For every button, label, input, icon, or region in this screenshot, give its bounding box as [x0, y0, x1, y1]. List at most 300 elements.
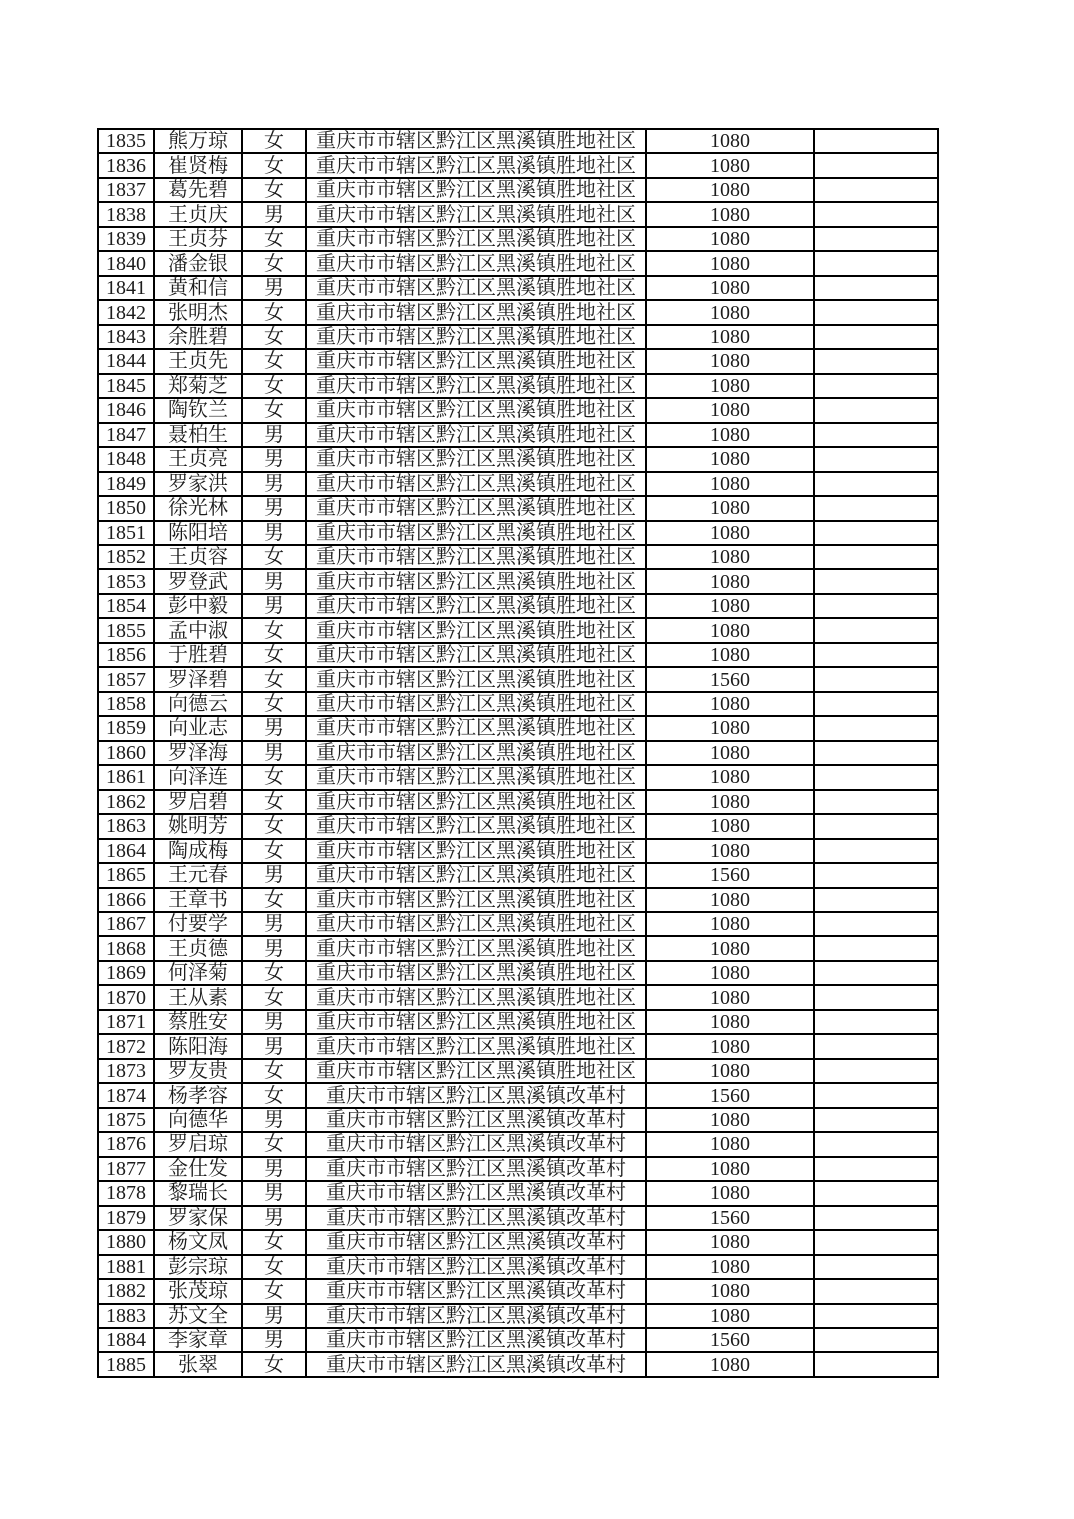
amount-cell: 1080 [646, 521, 814, 545]
name-cell: 黄和信 [154, 276, 242, 300]
address-cell: 重庆市市辖区黔江区黑溪镇改革村 [306, 1255, 646, 1279]
gender-cell: 男 [242, 521, 306, 545]
table-row [98, 1255, 938, 1279]
amount-cell: 1080 [646, 227, 814, 251]
name-cell: 罗家保 [154, 1206, 242, 1230]
address-cell: 重庆市市辖区黔江区黑溪镇改革村 [306, 1304, 646, 1328]
name-cell: 潘金银 [154, 251, 242, 275]
address-cell: 重庆市市辖区黔江区黑溪镇胜地社区 [306, 1010, 646, 1034]
name-cell: 蔡胜安 [154, 1010, 242, 1034]
gender-cell: 女 [242, 325, 306, 349]
address-cell: 重庆市市辖区黔江区黑溪镇胜地社区 [306, 423, 646, 447]
name-cell: 向德云 [154, 692, 242, 716]
amount-cell: 1080 [646, 888, 814, 912]
amount-cell: 1080 [646, 398, 814, 422]
amount-cell: 1080 [646, 1279, 814, 1303]
amount-cell: 1080 [646, 129, 814, 153]
amount-cell: 1080 [646, 325, 814, 349]
blank-cell [814, 692, 938, 716]
table-row [98, 1279, 938, 1303]
gender-cell: 女 [242, 374, 306, 398]
amount-cell: 1080 [646, 716, 814, 740]
blank-cell [814, 153, 938, 177]
blank-cell [814, 496, 938, 520]
gender-cell: 女 [242, 349, 306, 373]
amount-cell: 1080 [646, 594, 814, 618]
id-cell: 1883 [98, 1304, 154, 1328]
amount-cell: 1080 [646, 1255, 814, 1279]
table-row [98, 863, 938, 887]
id-cell: 1841 [98, 276, 154, 300]
id-cell: 1882 [98, 1279, 154, 1303]
address-cell: 重庆市市辖区黔江区黑溪镇胜地社区 [306, 202, 646, 226]
address-cell: 重庆市市辖区黔江区黑溪镇改革村 [306, 1108, 646, 1132]
table-row [98, 227, 938, 251]
name-cell: 付要学 [154, 912, 242, 936]
amount-cell: 1080 [646, 741, 814, 765]
id-cell: 1869 [98, 961, 154, 985]
gender-cell: 女 [242, 839, 306, 863]
gender-cell: 女 [242, 251, 306, 275]
table-row [98, 472, 938, 496]
amount-cell: 1560 [646, 1206, 814, 1230]
blank-cell [814, 1108, 938, 1132]
name-cell: 陶钦兰 [154, 398, 242, 422]
gender-cell: 女 [242, 643, 306, 667]
blank-cell [814, 912, 938, 936]
blank-cell [814, 667, 938, 691]
amount-cell: 1080 [646, 1034, 814, 1058]
blank-cell [814, 569, 938, 593]
amount-cell: 1080 [646, 839, 814, 863]
gender-cell: 男 [242, 936, 306, 960]
gender-cell: 男 [242, 496, 306, 520]
address-cell: 重庆市市辖区黔江区黑溪镇胜地社区 [306, 472, 646, 496]
address-cell: 重庆市市辖区黔江区黑溪镇胜地社区 [306, 667, 646, 691]
blank-cell [814, 961, 938, 985]
blank-cell [814, 1255, 938, 1279]
name-cell: 于胜碧 [154, 643, 242, 667]
amount-cell: 1080 [646, 1230, 814, 1254]
amount-cell: 1080 [646, 276, 814, 300]
id-cell: 1845 [98, 374, 154, 398]
gender-cell: 女 [242, 790, 306, 814]
amount-cell: 1080 [646, 374, 814, 398]
table-row [98, 667, 938, 691]
name-cell: 黎瑞长 [154, 1181, 242, 1205]
table-row [98, 839, 938, 863]
name-cell: 向泽连 [154, 765, 242, 789]
gender-cell: 女 [242, 153, 306, 177]
table-row [98, 643, 938, 667]
id-cell: 1879 [98, 1206, 154, 1230]
id-cell: 1854 [98, 594, 154, 618]
table-row [98, 1352, 938, 1377]
name-cell: 向业志 [154, 716, 242, 740]
address-cell: 重庆市市辖区黔江区黑溪镇胜地社区 [306, 1034, 646, 1058]
name-cell: 陈阳海 [154, 1034, 242, 1058]
name-cell: 姚明芳 [154, 814, 242, 838]
id-cell: 1881 [98, 1255, 154, 1279]
name-cell: 葛先碧 [154, 178, 242, 202]
id-cell: 1870 [98, 985, 154, 1009]
gender-cell: 男 [242, 472, 306, 496]
amount-cell: 1080 [646, 1010, 814, 1034]
table-row [98, 325, 938, 349]
id-cell: 1856 [98, 643, 154, 667]
gender-cell: 男 [242, 447, 306, 471]
table-row [98, 447, 938, 471]
table-row [98, 692, 938, 716]
address-cell: 重庆市市辖区黔江区黑溪镇胜地社区 [306, 716, 646, 740]
id-cell: 1858 [98, 692, 154, 716]
gender-cell: 女 [242, 1255, 306, 1279]
gender-cell: 男 [242, 863, 306, 887]
blank-cell [814, 251, 938, 275]
blank-cell [814, 276, 938, 300]
table-row [98, 202, 938, 226]
id-cell: 1875 [98, 1108, 154, 1132]
blank-cell [814, 790, 938, 814]
id-cell: 1861 [98, 765, 154, 789]
id-cell: 1878 [98, 1181, 154, 1205]
id-cell: 1846 [98, 398, 154, 422]
blank-cell [814, 741, 938, 765]
amount-cell: 1080 [646, 1352, 814, 1377]
blank-cell [814, 594, 938, 618]
blank-cell [814, 1304, 938, 1328]
blank-cell [814, 1157, 938, 1181]
address-cell: 重庆市市辖区黔江区黑溪镇胜地社区 [306, 863, 646, 887]
address-cell: 重庆市市辖区黔江区黑溪镇胜地社区 [306, 398, 646, 422]
gender-cell: 女 [242, 398, 306, 422]
name-cell: 崔贤梅 [154, 153, 242, 177]
name-cell: 陶成梅 [154, 839, 242, 863]
amount-cell: 1080 [646, 447, 814, 471]
amount-cell: 1080 [646, 1157, 814, 1181]
id-cell: 1848 [98, 447, 154, 471]
id-cell: 1836 [98, 153, 154, 177]
id-cell: 1876 [98, 1132, 154, 1156]
address-cell: 重庆市市辖区黔江区黑溪镇胜地社区 [306, 765, 646, 789]
id-cell: 1864 [98, 839, 154, 863]
blank-cell [814, 985, 938, 1009]
table-row [98, 1083, 938, 1107]
blank-cell [814, 1083, 938, 1107]
gender-cell: 女 [242, 227, 306, 251]
amount-cell: 1080 [646, 1304, 814, 1328]
gender-cell: 男 [242, 202, 306, 226]
table-row [98, 1157, 938, 1181]
amount-cell: 1080 [646, 790, 814, 814]
blank-cell [814, 521, 938, 545]
gender-cell: 男 [242, 1034, 306, 1058]
id-cell: 1863 [98, 814, 154, 838]
name-cell: 罗启琼 [154, 1132, 242, 1156]
table-row [98, 423, 938, 447]
name-cell: 何泽菊 [154, 961, 242, 985]
name-cell: 杨孝容 [154, 1083, 242, 1107]
amount-cell: 1080 [646, 692, 814, 716]
table-row [98, 961, 938, 985]
table-row [98, 716, 938, 740]
name-cell: 彭宗琼 [154, 1255, 242, 1279]
address-cell: 重庆市市辖区黔江区黑溪镇胜地社区 [306, 300, 646, 324]
name-cell: 余胜碧 [154, 325, 242, 349]
blank-cell [814, 178, 938, 202]
name-cell: 熊万琼 [154, 129, 242, 153]
name-cell: 杨文凤 [154, 1230, 242, 1254]
blank-cell [814, 1230, 938, 1254]
table-row [98, 1059, 938, 1083]
address-cell: 重庆市市辖区黔江区黑溪镇胜地社区 [306, 569, 646, 593]
blank-cell [814, 300, 938, 324]
blank-cell [814, 1034, 938, 1058]
gender-cell: 男 [242, 1206, 306, 1230]
name-cell: 王贞亮 [154, 447, 242, 471]
name-cell: 孟中淑 [154, 618, 242, 642]
name-cell: 王章书 [154, 888, 242, 912]
gender-cell: 男 [242, 1010, 306, 1034]
address-cell: 重庆市市辖区黔江区黑溪镇胜地社区 [306, 888, 646, 912]
gender-cell: 女 [242, 1352, 306, 1377]
name-cell: 张明杰 [154, 300, 242, 324]
gender-cell: 女 [242, 1059, 306, 1083]
blank-cell [814, 1206, 938, 1230]
blank-cell [814, 349, 938, 373]
id-cell: 1885 [98, 1352, 154, 1377]
amount-cell: 1080 [646, 1108, 814, 1132]
blank-cell [814, 936, 938, 960]
name-cell: 王贞容 [154, 545, 242, 569]
gender-cell: 女 [242, 1132, 306, 1156]
blank-cell [814, 129, 938, 153]
address-cell: 重庆市市辖区黔江区黑溪镇胜地社区 [306, 325, 646, 349]
address-cell: 重庆市市辖区黔江区黑溪镇改革村 [306, 1352, 646, 1377]
roster-table [97, 128, 939, 1378]
address-cell: 重庆市市辖区黔江区黑溪镇胜地社区 [306, 961, 646, 985]
name-cell: 王元春 [154, 863, 242, 887]
table-row [98, 374, 938, 398]
name-cell: 金仕发 [154, 1157, 242, 1181]
table-row [98, 1304, 938, 1328]
address-cell: 重庆市市辖区黔江区黑溪镇胜地社区 [306, 790, 646, 814]
name-cell: 郑菊芝 [154, 374, 242, 398]
gender-cell: 男 [242, 1157, 306, 1181]
name-cell: 罗启碧 [154, 790, 242, 814]
gender-cell: 女 [242, 692, 306, 716]
blank-cell [814, 765, 938, 789]
gender-cell: 女 [242, 667, 306, 691]
id-cell: 1849 [98, 472, 154, 496]
address-cell: 重庆市市辖区黔江区黑溪镇胜地社区 [306, 251, 646, 275]
name-cell: 罗登武 [154, 569, 242, 593]
name-cell: 王贞庆 [154, 202, 242, 226]
address-cell: 重庆市市辖区黔江区黑溪镇改革村 [306, 1279, 646, 1303]
gender-cell: 男 [242, 594, 306, 618]
id-cell: 1874 [98, 1083, 154, 1107]
address-cell: 重庆市市辖区黔江区黑溪镇改革村 [306, 1206, 646, 1230]
id-cell: 1851 [98, 521, 154, 545]
gender-cell: 男 [242, 1328, 306, 1352]
amount-cell: 1560 [646, 863, 814, 887]
address-cell: 重庆市市辖区黔江区黑溪镇胜地社区 [306, 521, 646, 545]
id-cell: 1839 [98, 227, 154, 251]
id-cell: 1871 [98, 1010, 154, 1034]
address-cell: 重庆市市辖区黔江区黑溪镇胜地社区 [306, 545, 646, 569]
amount-cell: 1080 [646, 251, 814, 275]
address-cell: 重庆市市辖区黔江区黑溪镇改革村 [306, 1083, 646, 1107]
gender-cell: 女 [242, 545, 306, 569]
blank-cell [814, 888, 938, 912]
name-cell: 王从素 [154, 985, 242, 1009]
blank-cell [814, 447, 938, 471]
gender-cell: 男 [242, 423, 306, 447]
amount-cell: 1080 [646, 985, 814, 1009]
gender-cell: 女 [242, 814, 306, 838]
address-cell: 重庆市市辖区黔江区黑溪镇胜地社区 [306, 276, 646, 300]
table-row [98, 276, 938, 300]
id-cell: 1866 [98, 888, 154, 912]
id-cell: 1852 [98, 545, 154, 569]
table-row [98, 129, 938, 153]
name-cell: 聂柏生 [154, 423, 242, 447]
amount-cell: 1080 [646, 1132, 814, 1156]
address-cell: 重庆市市辖区黔江区黑溪镇胜地社区 [306, 349, 646, 373]
table-row [98, 496, 938, 520]
id-cell: 1843 [98, 325, 154, 349]
id-cell: 1880 [98, 1230, 154, 1254]
amount-cell: 1080 [646, 349, 814, 373]
amount-cell: 1080 [646, 300, 814, 324]
address-cell: 重庆市市辖区黔江区黑溪镇改革村 [306, 1132, 646, 1156]
address-cell: 重庆市市辖区黔江区黑溪镇胜地社区 [306, 594, 646, 618]
blank-cell [814, 1279, 938, 1303]
name-cell: 罗泽海 [154, 741, 242, 765]
blank-cell [814, 839, 938, 863]
id-cell: 1844 [98, 349, 154, 373]
address-cell: 重庆市市辖区黔江区黑溪镇胜地社区 [306, 153, 646, 177]
amount-cell: 1080 [646, 936, 814, 960]
blank-cell [814, 202, 938, 226]
table-row [98, 888, 938, 912]
amount-cell: 1080 [646, 1059, 814, 1083]
amount-cell: 1560 [646, 1328, 814, 1352]
gender-cell: 女 [242, 961, 306, 985]
amount-cell: 1080 [646, 202, 814, 226]
table-row [98, 300, 938, 324]
id-cell: 1872 [98, 1034, 154, 1058]
address-cell: 重庆市市辖区黔江区黑溪镇胜地社区 [306, 839, 646, 863]
blank-cell [814, 643, 938, 667]
name-cell: 徐光林 [154, 496, 242, 520]
table-row [98, 178, 938, 202]
id-cell: 1873 [98, 1059, 154, 1083]
table-row [98, 912, 938, 936]
table-row [98, 790, 938, 814]
amount-cell: 1080 [646, 545, 814, 569]
id-cell: 1840 [98, 251, 154, 275]
table-row [98, 1206, 938, 1230]
address-cell: 重庆市市辖区黔江区黑溪镇胜地社区 [306, 912, 646, 936]
id-cell: 1865 [98, 863, 154, 887]
blank-cell [814, 1352, 938, 1377]
address-cell: 重庆市市辖区黔江区黑溪镇胜地社区 [306, 643, 646, 667]
name-cell: 罗友贵 [154, 1059, 242, 1083]
table-row [98, 814, 938, 838]
gender-cell: 男 [242, 741, 306, 765]
id-cell: 1847 [98, 423, 154, 447]
blank-cell [814, 618, 938, 642]
table-row [98, 594, 938, 618]
name-cell: 王贞芬 [154, 227, 242, 251]
table-row [98, 985, 938, 1009]
gender-cell: 女 [242, 888, 306, 912]
table-row [98, 741, 938, 765]
gender-cell: 女 [242, 129, 306, 153]
blank-cell [814, 814, 938, 838]
address-cell: 重庆市市辖区黔江区黑溪镇胜地社区 [306, 618, 646, 642]
name-cell: 罗家洪 [154, 472, 242, 496]
address-cell: 重庆市市辖区黔江区黑溪镇胜地社区 [306, 178, 646, 202]
amount-cell: 1080 [646, 496, 814, 520]
table-row [98, 1230, 938, 1254]
id-cell: 1877 [98, 1157, 154, 1181]
name-cell: 苏文全 [154, 1304, 242, 1328]
gender-cell: 女 [242, 765, 306, 789]
id-cell: 1838 [98, 202, 154, 226]
blank-cell [814, 1328, 938, 1352]
id-cell: 1835 [98, 129, 154, 153]
blank-cell [814, 423, 938, 447]
id-cell: 1837 [98, 178, 154, 202]
name-cell: 罗泽碧 [154, 667, 242, 691]
blank-cell [814, 325, 938, 349]
gender-cell: 男 [242, 1108, 306, 1132]
table-row [98, 1108, 938, 1132]
gender-cell: 女 [242, 178, 306, 202]
name-cell: 张翠 [154, 1352, 242, 1377]
name-cell: 向德华 [154, 1108, 242, 1132]
amount-cell: 1080 [646, 569, 814, 593]
amount-cell: 1080 [646, 178, 814, 202]
id-cell: 1850 [98, 496, 154, 520]
table-row [98, 521, 938, 545]
table-row [98, 1328, 938, 1352]
amount-cell: 1080 [646, 765, 814, 789]
gender-cell: 男 [242, 1304, 306, 1328]
id-cell: 1884 [98, 1328, 154, 1352]
table-row [98, 251, 938, 275]
address-cell: 重庆市市辖区黔江区黑溪镇胜地社区 [306, 814, 646, 838]
amount-cell: 1080 [646, 643, 814, 667]
amount-cell: 1560 [646, 1083, 814, 1107]
table-row [98, 153, 938, 177]
address-cell: 重庆市市辖区黔江区黑溪镇改革村 [306, 1181, 646, 1205]
amount-cell: 1080 [646, 814, 814, 838]
id-cell: 1860 [98, 741, 154, 765]
gender-cell: 男 [242, 1181, 306, 1205]
table-body [98, 129, 938, 1377]
address-cell: 重庆市市辖区黔江区黑溪镇改革村 [306, 1328, 646, 1352]
id-cell: 1859 [98, 716, 154, 740]
amount-cell: 1080 [646, 912, 814, 936]
table-row [98, 545, 938, 569]
blank-cell [814, 1181, 938, 1205]
amount-cell: 1080 [646, 153, 814, 177]
address-cell: 重庆市市辖区黔江区黑溪镇胜地社区 [306, 374, 646, 398]
amount-cell: 1560 [646, 667, 814, 691]
